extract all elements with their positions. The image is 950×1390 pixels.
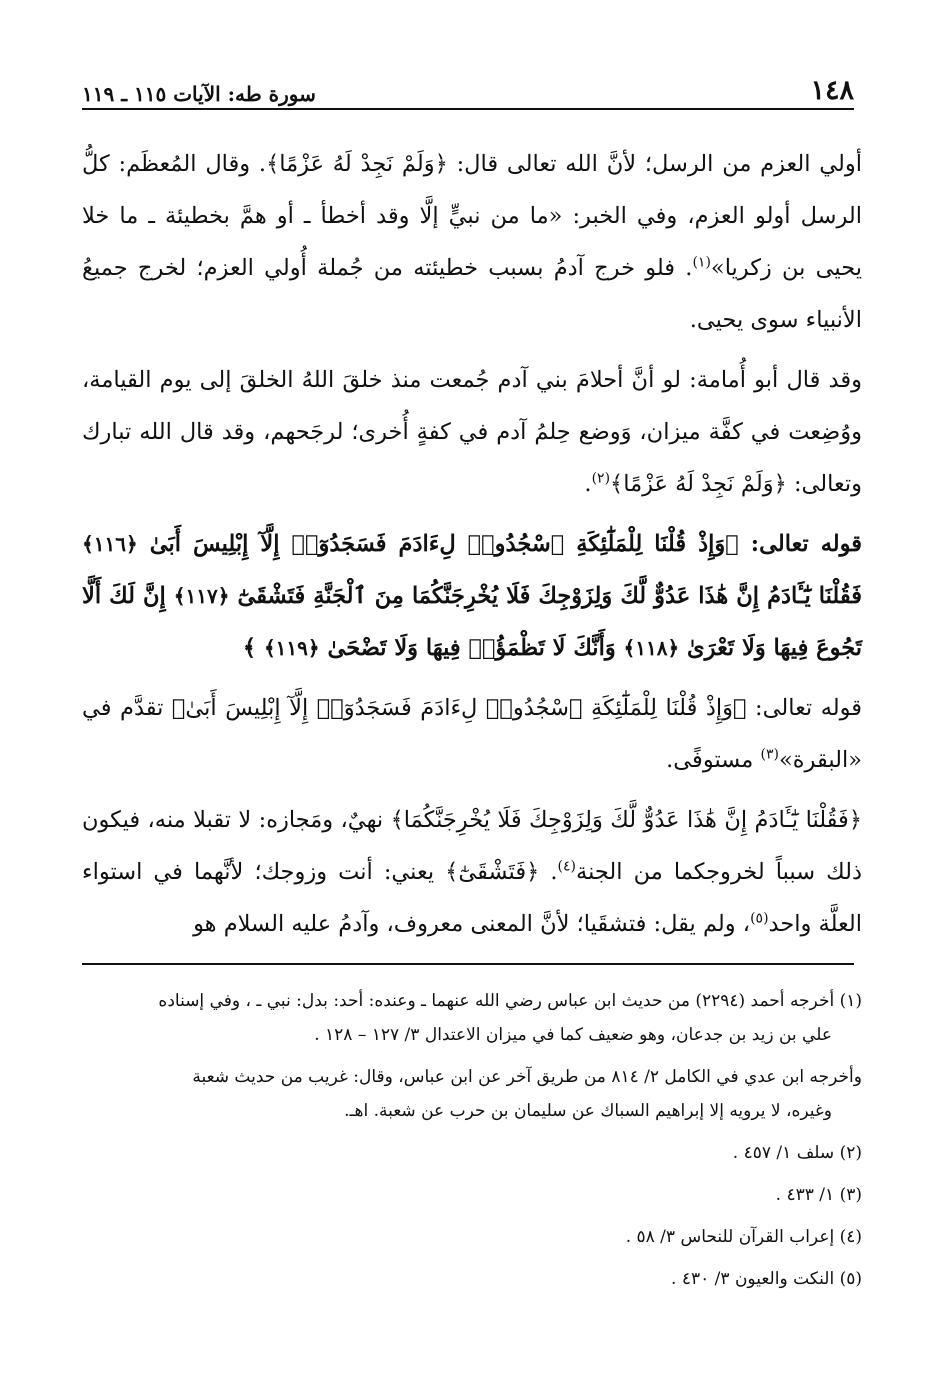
verse-part-4: وَأَنَّكَ لَا تَظْمَؤُا۟ فِيهَا وَلَا تَضْحَىٰ xyxy=(327,635,616,661)
verse-end-bracket: ﴾ xyxy=(242,635,257,661)
footnote-3: (٣) ١/ ٤٣٣ . xyxy=(775,1185,862,1205)
page-number: ١٤٨ xyxy=(810,75,854,106)
paragraph-2 xyxy=(82,354,862,510)
paragraph-5-mid: . ﴿فَتَشْقَىٰٓ﴾ يعني: أنت وزوجك؛ لأنَّهما في استواء العلَّة واحد xyxy=(82,859,862,937)
paragraph-2-text: وقد قال أبو أُمامة: لو أنَّ أحلامَ بني آدم جُمعت منذ خلقَ اللهُ الخلقَ إلى يوم القيامة، ووُضِعت في كفَّة ميزان، وَوضع حِلمُ آدم في كفةٍ أُخرى؛ لرجَحهم، وقد قال الله تبارك وتعالى: ﴿وَلَمْ نَجِدْ لَهُ عَزْمًا﴾ xyxy=(82,367,862,497)
footnote-ref-3: (٣) xyxy=(760,746,779,763)
footnote-1-line-2: علي بن زيد بن جدعان، وهو ضعيف كما في ميزان الاعتدال ٣/ ١٢٧ – ١٢٨ . xyxy=(314,1025,832,1045)
footnote-1-line-1: (١) أخرجه أحمد (٢٢٩٤) من حديث ابن عباس رضي الله عنهما ـ وعنده: أحد: بدل: نبي ـ ، وفي إسناده xyxy=(158,991,862,1011)
footnote-1 xyxy=(82,984,862,1052)
footnote-rule xyxy=(82,963,854,965)
verse-number-119: ﴿١١٩﴾ xyxy=(263,636,320,660)
paragraph-5-text: ﴿فَقُلْنَا يَٰٓـَٔادَمُ إِنَّ هَٰذَا عَدُوٌّ لَّكَ وَلِزَوْجِكَ فَلَا يُخْرِجَنَّكُمَا﴾ نهيٌ، ومَجازه: لا تقبلا منه، فيكون ذلك سبباً لخروجكما من الجنة xyxy=(82,807,862,885)
header-rule xyxy=(82,108,854,110)
verse-number-116: ﴿١١٦﴾ xyxy=(82,532,138,556)
footnote-1-line-3: وأخرجه ابن عدي في الكامل ٢/ ٨١٤ من طريق آخر عن ابن عباس، وقال: غريب من حديث شعبة xyxy=(192,1067,862,1087)
paragraph-5-tail: ، ولم يقل: فتشقَيا؛ لأنَّ المعنى معروف، وآدمُ عليه السلام هو xyxy=(193,911,751,937)
main-text xyxy=(82,138,862,958)
paragraph-2-tail: . xyxy=(584,471,592,497)
footnote-1-extra xyxy=(82,1060,862,1128)
verse-part-2: فَقُلْنَا يَٰٓـَٔادَمُ إِنَّ هَٰذَا عَدُوٌّ لَّكَ وَلِزَوْجِكَ فَلَا يُخْرِجَنَّكُمَا مِنَ ٱلْجَنَّةِ فَتَشْقَىٰٓ xyxy=(237,583,863,609)
footnotes xyxy=(82,984,862,1296)
verse-part-3: إِنَّ لَكَ أَلَّا تَجُوعَ فِيهَا وَلَا تَعْرَىٰ xyxy=(82,583,862,661)
paragraph-4 xyxy=(82,682,862,786)
verse-part-1: ﴿وَإِذْ قُلْنَا لِلْمَلَٰٓئِكَةِ ٱسْجُدُوا۟ لِءَادَمَ فَسَجَدُوٓا۟ إِلَّآ إِبْلِيسَ أَبَىٰ xyxy=(149,531,739,557)
header-title: سورة طه: الآيات ١١٥ ـ ١١٩ xyxy=(82,82,316,106)
running-header xyxy=(82,66,854,106)
footnote-2: (٢) سلف ١/ ٤٥٧ . xyxy=(732,1143,862,1163)
footnote-4: (٤) إعراب القرآن للنحاس ٣/ ٥٨ . xyxy=(625,1227,862,1247)
paragraph-4-tail: مستوفًى. xyxy=(666,747,761,773)
verse-number-118: ﴿١١٨﴾ xyxy=(623,636,680,660)
paragraph-1 xyxy=(82,138,862,346)
verse-number-117: ﴿١١٧﴾ xyxy=(173,584,230,608)
footnote-1-line-4: وغيره، لا يرويه إلا إبراهيم السباك عن سليمان بن حرب عن شعبة. اهـ. xyxy=(344,1101,832,1121)
verse-label: قوله تعالى: xyxy=(750,531,862,557)
footnote-ref-5: (٥) xyxy=(750,910,769,927)
footnote-ref-4: (٤) xyxy=(557,858,576,875)
paragraph-5 xyxy=(82,794,862,950)
paragraph-1-text: أولي العزم من الرسل؛ لأنَّ الله تعالى قال: ﴿وَلَمْ نَجِدْ لَهُ عَزْمًا﴾. وقال المُعظَم: كلُّ الرسل أولو العزم، وفي الخبر: «ما من نبيٍّ إلَّا وقد أخطأ ـ أو همَّ بخطيئة ـ ما خلا يحيى بن زكريا» xyxy=(82,151,862,281)
footnote-ref-2: (٢) xyxy=(591,470,611,487)
paragraph-4-text: قوله تعالى: ﴿وَإِذْ قُلْنَا لِلْمَلَٰٓئِكَةِ ٱسْجُدُوا۟ لِءَادَمَ فَسَجَدُوٓا۟ إِلَّآ إِبْلِيسَ أَبَىٰ﴾ تقدَّم في «البقرة» xyxy=(82,695,862,773)
footnote-5: (٥) النكت والعيون ٣/ ٤٣٠ . xyxy=(671,1269,862,1289)
footnote-ref-1: (١) xyxy=(692,254,711,271)
paragraph-1-tail: . فلو خرج آدمُ بسبب خطيئته من جُملة أُولي العزم؛ لخرج جميعُ الأنبياء سوى يحيى. xyxy=(82,255,862,333)
verse-block xyxy=(82,518,862,674)
